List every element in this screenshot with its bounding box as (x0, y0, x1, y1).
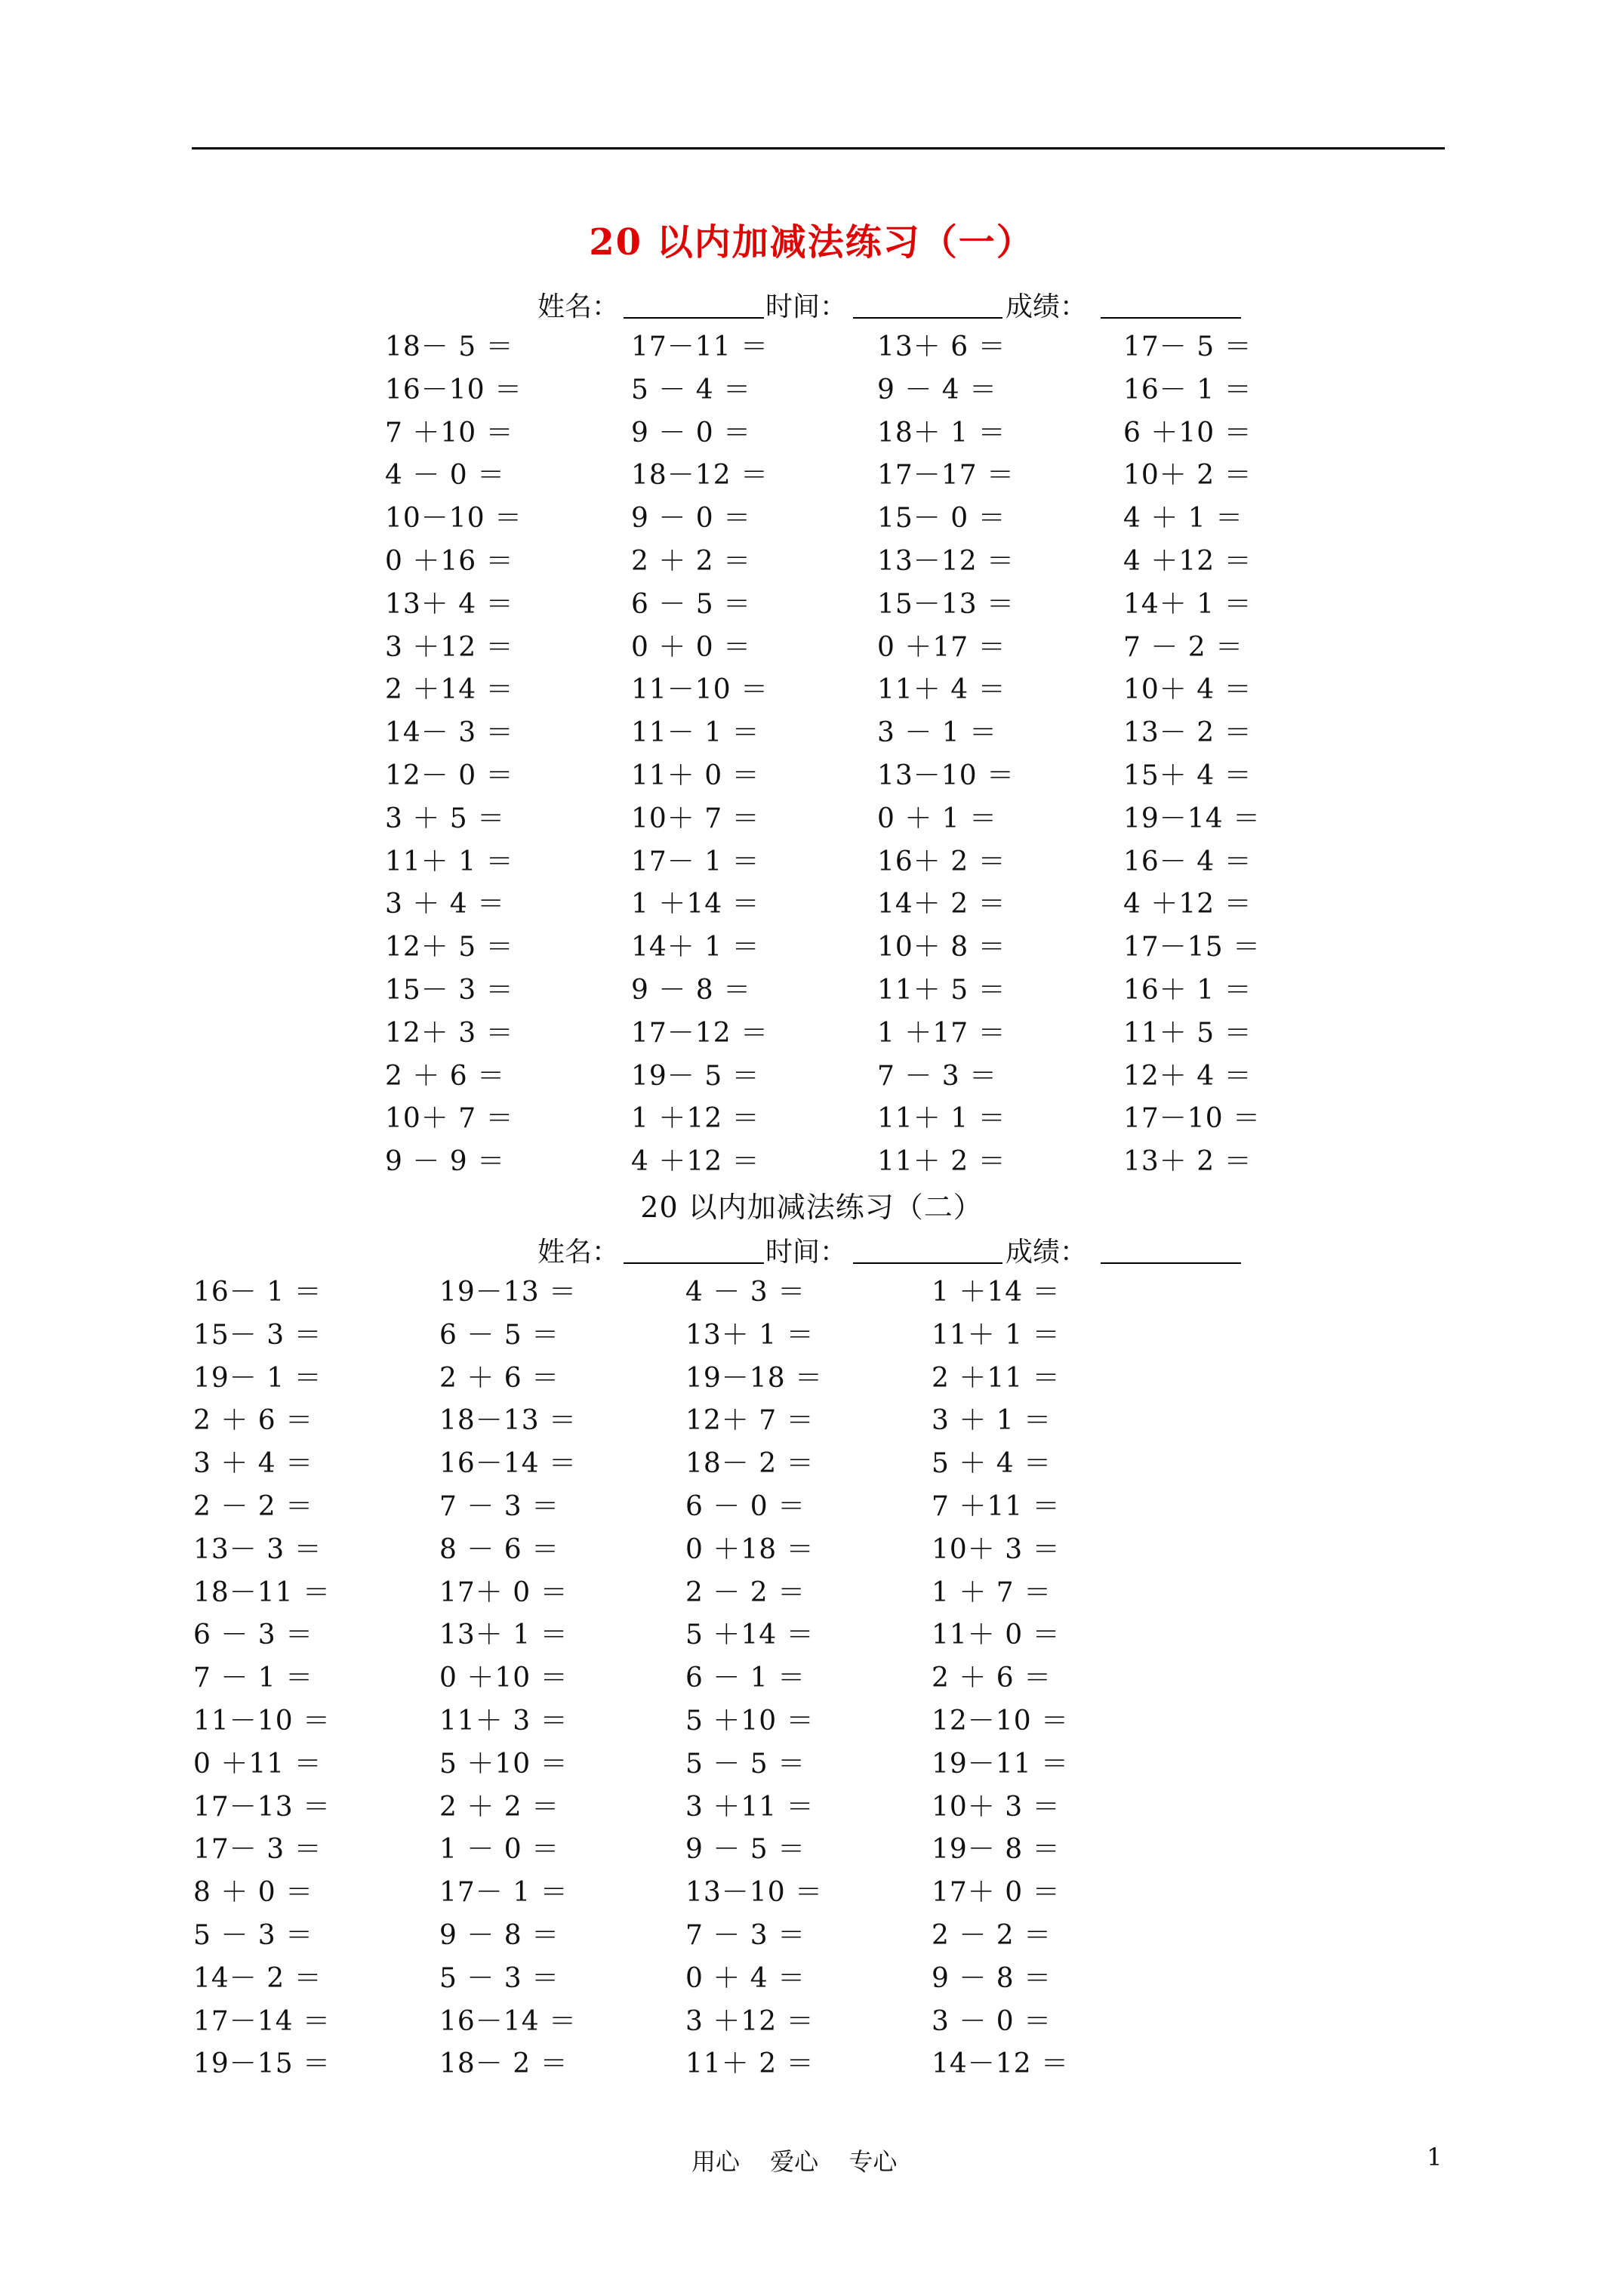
problem-cell: 0 ＋17 ＝ (877, 631, 1006, 663)
problem-cell: 2 ＋14 ＝ (385, 674, 514, 706)
problem-cell: 12－10 ＝ (932, 1705, 1070, 1737)
name-blank[interactable] (624, 1232, 764, 1264)
problem-cell: 19－18 ＝ (685, 1362, 824, 1394)
section-1-meta (537, 285, 1292, 323)
section-2-title: 20 以内加减法练习（二） (640, 1191, 983, 1224)
problem-cell: 1 ＋ 7 ＝ (932, 1576, 1052, 1608)
section-2-meta (537, 1231, 1292, 1268)
problem-cell: 15－ 0 ＝ (877, 503, 1006, 535)
problem-cell: 3 － 0 ＝ (932, 2005, 1052, 2037)
problem-cell: 13－ 2 ＝ (1123, 717, 1252, 749)
problem-cell: 3 ＋ 4 ＝ (385, 889, 506, 920)
problem-cell: 11－10 ＝ (631, 674, 769, 706)
problem-cell: 15－13 ＝ (877, 588, 1015, 620)
problem-cell: 2 ＋ 2 ＝ (631, 545, 752, 577)
problem-cell: 18－ 2 ＝ (685, 1448, 815, 1480)
problem-cell: 5 ＋ 4 ＝ (932, 1448, 1052, 1480)
problem-cell: 12＋ 4 ＝ (1123, 1060, 1252, 1092)
problem-cell: 14－12 ＝ (932, 2048, 1070, 2080)
problem-cell: 19－ 8 ＝ (932, 1834, 1061, 1866)
problem-cell: 14－ 3 ＝ (385, 717, 514, 749)
time-label: 时间： (765, 291, 848, 322)
problem-cell: 9 － 8 ＝ (932, 1962, 1052, 1994)
problem-cell: 18＋ 1 ＝ (877, 417, 1006, 448)
problem-cell: 9 － 8 ＝ (631, 974, 752, 1006)
problem-cell: 3 ＋12 ＝ (685, 2005, 815, 2037)
problem-cell: 15－ 3 ＝ (193, 1319, 322, 1351)
problem-cell: 6 － 3 ＝ (193, 1620, 314, 1651)
section-2-problem-grid (193, 1271, 1178, 2086)
problem-cell: 2 － 2 ＝ (193, 1490, 314, 1522)
problem-cell: 2 ＋ 6 ＝ (932, 1663, 1052, 1694)
problem-cell: 4 ＋12 ＝ (1123, 889, 1252, 920)
problem-cell: 11＋ 1 ＝ (932, 1319, 1061, 1351)
problem-cell: 5 ＋14 ＝ (685, 1620, 815, 1651)
problem-cell: 11－ 1 ＝ (631, 717, 760, 749)
problem-cell: 11＋ 4 ＝ (877, 674, 1006, 706)
problem-cell: 7 － 1 ＝ (193, 1663, 314, 1694)
problem-cell: 9 － 5 ＝ (685, 1834, 806, 1866)
score-label: 成绩： (1006, 291, 1088, 322)
problem-cell: 10＋ 3 ＝ (932, 1533, 1061, 1565)
problem-cell: 17－12 ＝ (631, 1017, 769, 1049)
problem-cell: 6 － 5 ＝ (439, 1319, 560, 1351)
problem-cell: 19－ 5 ＝ (631, 1060, 760, 1092)
problem-cell: 1 ＋12 ＝ (631, 1103, 760, 1135)
problem-cell: 18－13 ＝ (439, 1405, 577, 1437)
problem-cell: 10＋ 4 ＝ (1123, 674, 1252, 706)
problem-cell: 18－11 ＝ (193, 1576, 331, 1608)
problem-cell: 5 － 3 ＝ (439, 1962, 560, 1994)
problem-cell: 5 － 4 ＝ (631, 374, 752, 405)
problem-cell: 11＋ 1 ＝ (877, 1103, 1006, 1135)
problem-cell: 6 － 1 ＝ (685, 1663, 806, 1694)
problem-cell: 0 ＋10 ＝ (439, 1663, 568, 1694)
problem-cell: 5 － 3 ＝ (193, 1919, 314, 1951)
problem-cell: 17＋ 0 ＝ (439, 1576, 568, 1608)
problem-cell: 3 ＋ 1 ＝ (932, 1405, 1052, 1437)
problem-cell: 2 ＋ 6 ＝ (385, 1060, 506, 1092)
problem-cell: 10＋ 3 ＝ (932, 1791, 1061, 1823)
problem-cell: 0 ＋ 0 ＝ (631, 631, 752, 663)
score-blank[interactable] (1101, 1232, 1241, 1264)
problem-cell: 7 － 3 ＝ (685, 1919, 806, 1951)
problem-cell: 9 － 0 ＝ (631, 503, 752, 535)
problem-cell: 19－13 ＝ (439, 1277, 577, 1308)
page-number: 1 (1427, 2143, 1443, 2171)
problem-cell: 2 ＋ 2 ＝ (439, 1791, 560, 1823)
problem-cell: 7 － 3 ＝ (439, 1490, 560, 1522)
name-blank[interactable] (624, 287, 764, 319)
problem-cell: 17－ 1 ＝ (439, 1877, 568, 1909)
problem-cell: 5 － 5 ＝ (685, 1748, 806, 1780)
problem-cell: 0 ＋16 ＝ (385, 545, 514, 577)
problem-cell: 10＋ 7 ＝ (631, 803, 760, 834)
problem-cell: 8 － 6 ＝ (439, 1533, 560, 1565)
problem-cell: 2 － 2 ＝ (932, 1919, 1052, 1951)
problem-cell: 9 － 0 ＝ (631, 417, 752, 448)
header-rule (192, 147, 1445, 149)
problem-cell: 7 － 2 ＝ (1123, 631, 1244, 663)
problem-cell: 0 ＋ 4 ＝ (685, 1962, 806, 1994)
problem-cell: 17－ 3 ＝ (193, 1834, 322, 1866)
problem-cell: 10＋ 2 ＝ (1123, 460, 1252, 492)
problem-cell: 11＋ 3 ＝ (439, 1705, 568, 1737)
time-blank[interactable] (853, 287, 1002, 319)
score-label: 成绩： (1006, 1237, 1088, 1268)
problem-cell: 4 ＋12 ＝ (1123, 545, 1252, 577)
problem-cell: 3 ＋12 ＝ (385, 631, 514, 663)
problem-cell: 2 － 2 ＝ (685, 1576, 806, 1608)
problem-cell: 1 ＋17 ＝ (877, 1017, 1006, 1049)
problem-cell: 17＋ 0 ＝ (932, 1877, 1061, 1909)
problem-cell: 19－11 ＝ (932, 1748, 1070, 1780)
problem-cell: 7 ＋10 ＝ (385, 417, 514, 448)
problem-cell: 13－10 ＝ (877, 760, 1015, 791)
name-label: 姓名： (537, 291, 620, 322)
problem-cell: 2 ＋ 6 ＝ (193, 1405, 314, 1437)
problem-cell: 11＋ 5 ＝ (877, 974, 1006, 1006)
problem-cell: 15－ 3 ＝ (385, 974, 514, 1006)
problem-cell: 3 ＋ 5 ＝ (385, 803, 506, 834)
problem-cell: 3 ＋ 4 ＝ (193, 1448, 314, 1480)
problem-cell: 13＋ 2 ＝ (1123, 1146, 1252, 1178)
problem-cell: 17－10 ＝ (1123, 1103, 1261, 1135)
problem-cell: 16－10 ＝ (385, 374, 523, 405)
problem-cell: 17－13 ＝ (193, 1791, 331, 1823)
problem-cell: 13＋ 6 ＝ (877, 331, 1006, 362)
problem-cell: 19－ 1 ＝ (193, 1362, 322, 1394)
problem-cell: 17－ 1 ＝ (631, 846, 760, 877)
problem-cell: 7 － 3 ＝ (877, 1060, 998, 1092)
problem-cell: 17－11 ＝ (631, 331, 769, 362)
problem-cell: 12－ 0 ＝ (385, 760, 514, 791)
problem-cell: 9 － 9 ＝ (385, 1146, 506, 1178)
problem-cell: 6 ＋10 ＝ (1123, 417, 1252, 448)
problem-cell: 14＋ 1 ＝ (631, 932, 760, 963)
problem-cell: 18－ 2 ＝ (439, 2048, 568, 2080)
problem-cell: 17－14 ＝ (193, 2005, 331, 2037)
problem-cell: 11＋ 5 ＝ (1123, 1017, 1252, 1049)
problem-cell: 10＋ 8 ＝ (877, 932, 1006, 963)
problem-cell: 13－ 3 ＝ (193, 1533, 322, 1565)
problem-cell: 4 ＋12 ＝ (631, 1146, 760, 1178)
section-1-problem-grid (385, 326, 1369, 1184)
name-label: 姓名： (537, 1237, 620, 1268)
problem-cell: 16－14 ＝ (439, 1448, 577, 1480)
problem-cell: 5 ＋10 ＝ (685, 1705, 815, 1737)
problem-cell: 14－ 2 ＝ (193, 1962, 322, 1994)
problem-cell: 16－ 1 ＝ (193, 1277, 322, 1308)
problem-cell: 16－14 ＝ (439, 2005, 577, 2037)
problem-cell: 4 － 3 ＝ (685, 1277, 806, 1308)
problem-cell: 18－ 5 ＝ (385, 331, 514, 362)
time-blank[interactable] (853, 1232, 1002, 1264)
problem-cell: 3 ＋11 ＝ (685, 1791, 815, 1823)
problem-cell: 13－12 ＝ (877, 545, 1015, 577)
problem-cell: 3 － 1 ＝ (877, 717, 998, 749)
problem-cell: 14＋ 2 ＝ (877, 889, 1006, 920)
problem-cell: 13－10 ＝ (685, 1877, 824, 1909)
section-1-title: 20 以内加减法练习（一） (589, 221, 1034, 264)
problem-cell: 11＋ 2 ＝ (685, 2048, 815, 2080)
problem-cell: 1 ＋14 ＝ (932, 1277, 1061, 1308)
problem-cell: 16－ 4 ＝ (1123, 846, 1252, 877)
problem-cell: 6 － 5 ＝ (631, 588, 752, 620)
problem-cell: 1 ＋14 ＝ (631, 889, 760, 920)
problem-cell: 10－10 ＝ (385, 503, 523, 535)
problem-cell: 0 ＋11 ＝ (193, 1748, 322, 1780)
problem-cell: 16－ 1 ＝ (1123, 374, 1252, 405)
problem-cell: 17－15 ＝ (1123, 932, 1261, 963)
problem-cell: 13＋ 4 ＝ (385, 588, 514, 620)
problem-cell: 13＋ 1 ＝ (439, 1620, 568, 1651)
problem-cell: 0 ＋ 1 ＝ (877, 803, 998, 834)
problem-cell: 0 ＋18 ＝ (685, 1533, 815, 1565)
problem-cell: 13＋ 1 ＝ (685, 1319, 815, 1351)
problem-cell: 16＋ 1 ＝ (1123, 974, 1252, 1006)
problem-cell: 11＋ 0 ＝ (932, 1620, 1061, 1651)
problem-cell: 18－12 ＝ (631, 460, 769, 492)
problem-cell: 19－15 ＝ (193, 2048, 331, 2080)
problem-cell: 5 ＋10 ＝ (439, 1748, 568, 1780)
problem-cell: 16＋ 2 ＝ (877, 846, 1006, 877)
problem-cell: 11＋ 2 ＝ (877, 1146, 1006, 1178)
problem-cell: 7 ＋11 ＝ (932, 1490, 1061, 1522)
problem-cell: 14＋ 1 ＝ (1123, 588, 1252, 620)
problem-cell: 17－17 ＝ (877, 460, 1015, 492)
problem-cell: 9 － 4 ＝ (877, 374, 998, 405)
problem-cell: 17－ 5 ＝ (1123, 331, 1252, 362)
problem-cell: 15＋ 4 ＝ (1123, 760, 1252, 791)
problem-cell: 4 － 0 ＝ (385, 460, 506, 492)
footer-motto: 用心 爱心 专心 (691, 2147, 898, 2176)
problem-cell: 12＋ 7 ＝ (685, 1405, 815, 1437)
problem-cell: 12＋ 3 ＝ (385, 1017, 514, 1049)
time-label: 时间： (765, 1237, 848, 1268)
problem-cell: 2 ＋ 6 ＝ (439, 1362, 560, 1394)
problem-cell: 4 ＋ 1 ＝ (1123, 503, 1244, 535)
problem-cell: 10＋ 7 ＝ (385, 1103, 514, 1135)
problem-cell: 1 － 0 ＝ (439, 1834, 560, 1866)
problem-cell: 2 ＋11 ＝ (932, 1362, 1061, 1394)
problem-cell: 11－10 ＝ (193, 1705, 331, 1737)
problem-cell: 19－14 ＝ (1123, 803, 1261, 834)
problem-cell: 11＋ 1 ＝ (385, 846, 514, 877)
problem-cell: 11＋ 0 ＝ (631, 760, 760, 791)
problem-cell: 8 ＋ 0 ＝ (193, 1877, 314, 1909)
problem-cell: 12＋ 5 ＝ (385, 932, 514, 963)
problem-cell: 9 － 8 ＝ (439, 1919, 560, 1951)
problem-cell: 6 － 0 ＝ (685, 1490, 806, 1522)
score-blank[interactable] (1101, 287, 1241, 319)
